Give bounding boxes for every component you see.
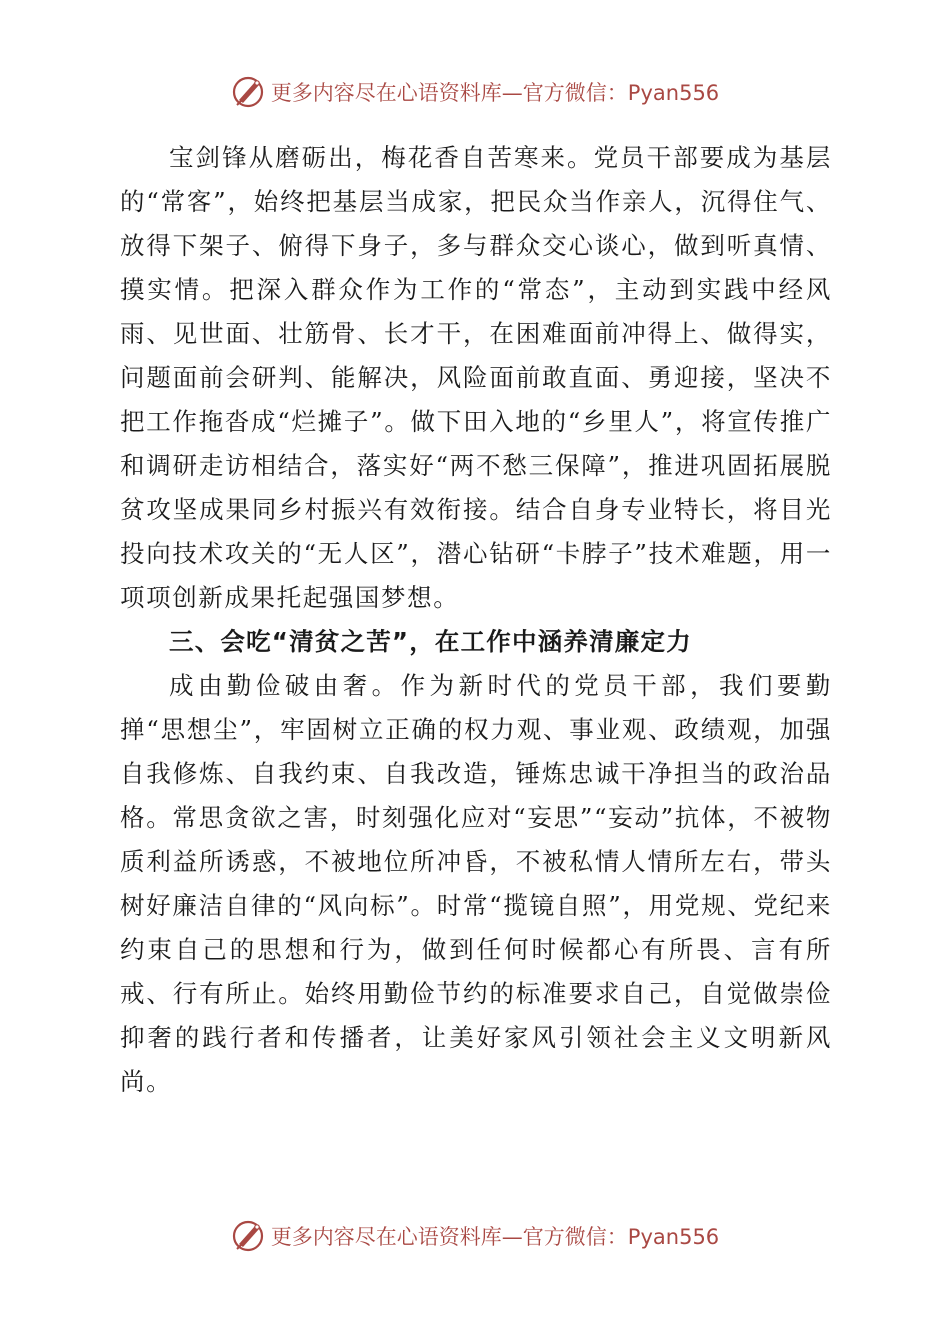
paragraph-2: 成由勤俭破由奢。作为新时代的党员干部，我们要勤掸“思想尘”，牢固树立正确的权力观、事业观、政绩观，加强自我修炼、自我约束、自我改造，锤炼忠诚干净担当的政治品格。常思贪欲之害，时刻强化应对“妄思”“妄动”抗体，不被物质利益所诱惑，不被地位所冲昏，不被私情人情所左右，带头树好廉洁自律的“风向标”。时常“揽镜自照”，用党规、党纪来约束自己的思想和行为，做到任何时候都心有所畏、言有所戒、行有所止。始终用勤俭节约的标准要求自己，自觉做崇俭抑奢的践行者和传播者，让美好家风引领社会主义文明新风尚。: [120, 671, 832, 1096]
banner-text: 更多内容尽在心语资料库—官方微信：Pyan556: [270, 81, 720, 105]
banner-text: 更多内容尽在心语资料库—官方微信：Pyan556: [270, 1225, 720, 1249]
pen-seal-logo-icon: [231, 1218, 267, 1254]
section-heading-3: 三、会吃“清贫之苦”，在工作中涵养清廉定力: [169, 627, 692, 656]
header-banner: [0, 72, 950, 112]
document-body: [120, 136, 832, 1104]
paragraph-1: 宝剑锋从磨砺出，梅花香自苦寒来。党员干部要成为基层的“常客”，始终把基层当成家，把民众当作亲人，沉得住气、放得下架子、俯得下身子，多与群众交心谈心，做到听真情、摸实情。把深入群众作为工作的“常态”，主动到实践中经风雨、见世面、壮筋骨、长才干，在困难面前冲得上、做得实，问题面前会研判、能解决，风险面前敢直面、勇迎接，坚决不把工作拖沓成“烂摊子”。做下田入地的“乡里人”，将宣传推广和调研走访相结合，落实好“两不愁三保障”，推进巩固拓展脱贫攻坚成果同乡村振兴有效衔接。结合自身专业特长，将目光投向技术攻关的“无人区”，潜心钻研“卡脖子”技术难题，用一项项创新成果托起强国梦想。: [120, 143, 832, 612]
footer-banner: [0, 1216, 950, 1256]
pen-seal-logo-icon: [231, 74, 267, 110]
